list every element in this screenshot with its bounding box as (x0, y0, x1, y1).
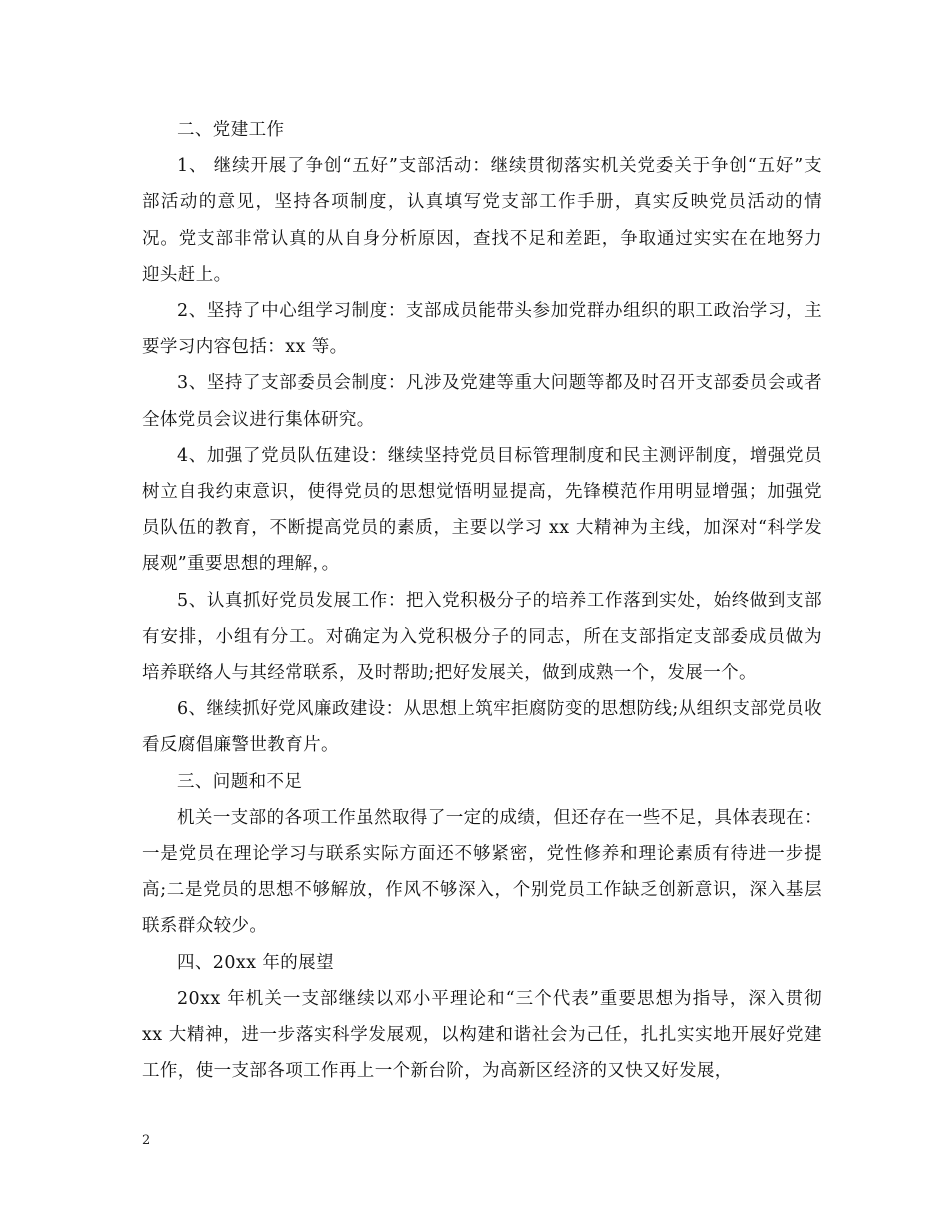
paragraph-outlook: 20xx 年机关一支部继续以邓小平理论和“三个代表”重要思想为指导，深入贯彻 xx 大精神，进一步落实科学发展观，以构建和谐社会为己任，扎扎实实地开展好党建工作，使一支部各项工作再上一个新台阶，为高新区经济的又快又好发展， (142, 988, 822, 1082)
paragraph-item-1: 1、 继续开展了争创“五好”支部活动：继续贯彻落实机关党委关于争创“五好”支部活动的意见，坚持各项制度，认真填写党支部工作手册，真实反映党员活动的情况。党支部非常认真的从自身分析原因，查找不足和差距，争取通过实实在在地努力迎头赶上。 (142, 156, 822, 285)
document-body (142, 112, 822, 1089)
page-number: 2 (142, 1133, 151, 1148)
section-heading-party-building: 二、党建工作 (177, 120, 285, 140)
paragraph-problems: 机关一支部的各项工作虽然取得了一定的成绩，但还存在一些不足，具体表现在：一是党员在理论学习与联系实际方面还不够紧密，党性修养和理论素质有待进一步提高;二是党员的思想不够解放，作风不够深入，个别党员工作缺乏创新意识，深入基层联系群众较少。 (142, 807, 822, 937)
paragraph-item-2: 2、坚持了中心组学习制度：支部成员能带头参加党群办组织的职工政治学习，主要学习内容包括：xx 等。 (142, 301, 822, 358)
section-heading-problems: 三、问题和不足 (177, 771, 303, 792)
paragraph-item-5: 5、认真抓好党员发展工作：把入党积极分子的培养工作落到实处，始终做到支部有安排，小组有分工。对确定为入党积极分子的同志，所在支部指定支部委成员做为培养联络人与其经常联系，及时帮助;把好发展关，做到成熟一个，发展一个。 (142, 590, 822, 684)
paragraph-item-6: 6、继续抓好党风廉政建设：从思想上筑牢拒腐防变的思想防线;从组织支部党员收看反腐倡廉警世教育片。 (142, 699, 822, 756)
paragraph-item-3: 3、坚持了支部委员会制度：凡涉及党建等重大问题等都及时召开支部委员会或者全体党员会议进行集体研究。 (142, 373, 822, 430)
paragraph-item-4: 4、加强了党员队伍建设：继续坚持党员目标管理制度和民主测评制度，增强党员树立自我约束意识，使得党员的思想觉悟明显提高，先锋模范作用明显增强；加强党员队伍的教育，不断提高党员的素质，主要以学习 xx 大精神为主线，加深对“科学发展观”重要思想的理解，。 (142, 445, 822, 575)
section-heading-outlook: 四、20xx 年的展望 (177, 952, 334, 973)
